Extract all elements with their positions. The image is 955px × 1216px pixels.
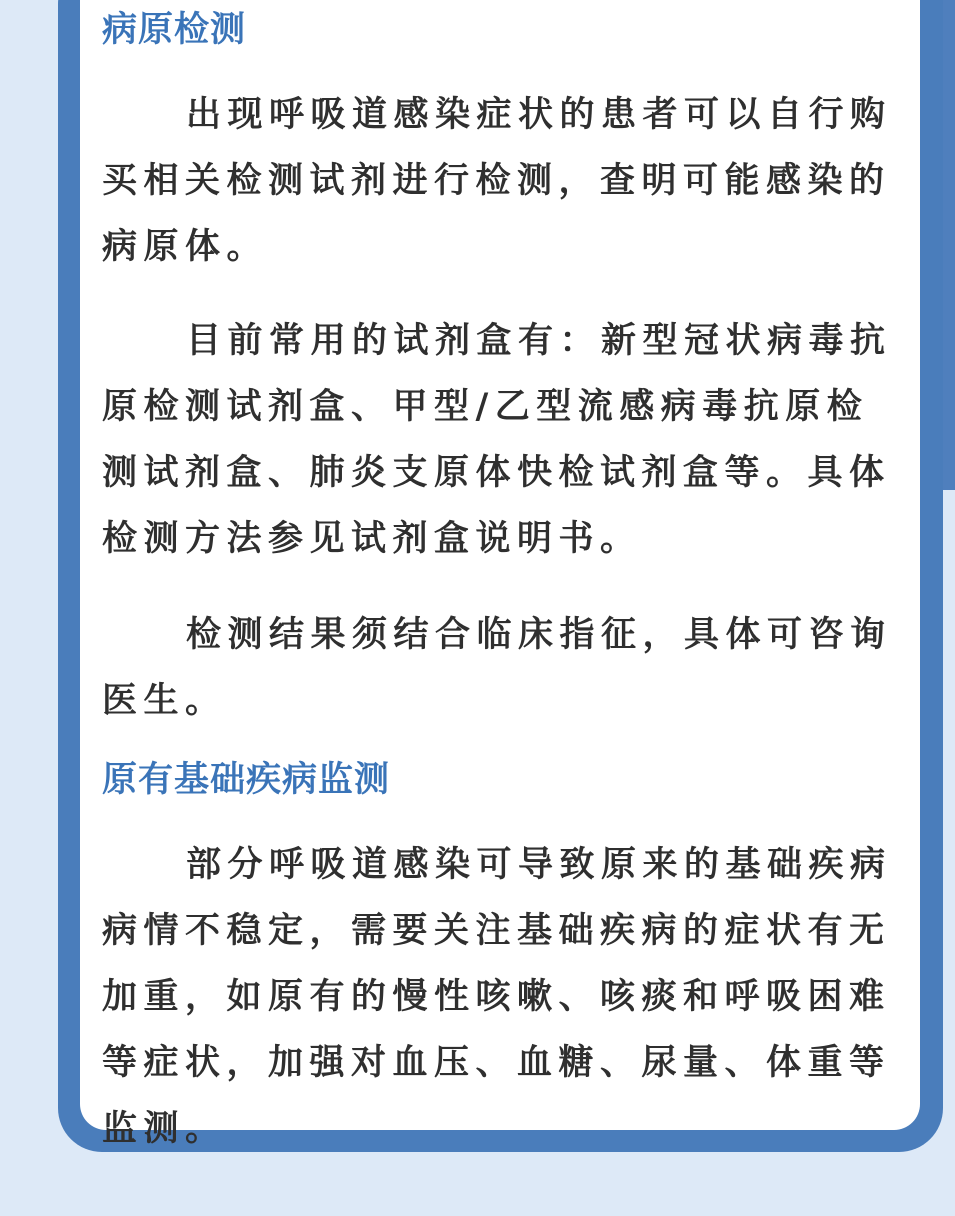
paragraph: 目前常用的试剂盒有：新型冠状病毒抗原检测试剂盒、甲型/乙型流感病毒抗原检测试剂盒、肺炎支原体快检试剂盒等。具体检测方法参见试剂盒说明书。	[102, 321, 892, 559]
section-heading-underlying-disease-monitoring: 原有基础疾病监测	[102, 760, 391, 800]
paragraph: 部分呼吸道感染可导致原来的基础疾病病情不稳定，需要关注基础疾病的症状有无加重，如原有的慢性咳嗽、咳痰和呼吸困难等症状，加强对血压、血糖、尿量、体重等监测。	[102, 845, 892, 1149]
article-content	[102, 0, 902, 1162]
section-heading-pathogen-testing: 病原检测	[102, 10, 247, 50]
paragraph: 检测结果须结合临床指征，具体可咨询医生。	[102, 615, 892, 721]
paragraph: 出现呼吸道感染症状的患者可以自行购买相关检测试剂进行检测，查明可能感染的病原体。	[102, 95, 892, 267]
